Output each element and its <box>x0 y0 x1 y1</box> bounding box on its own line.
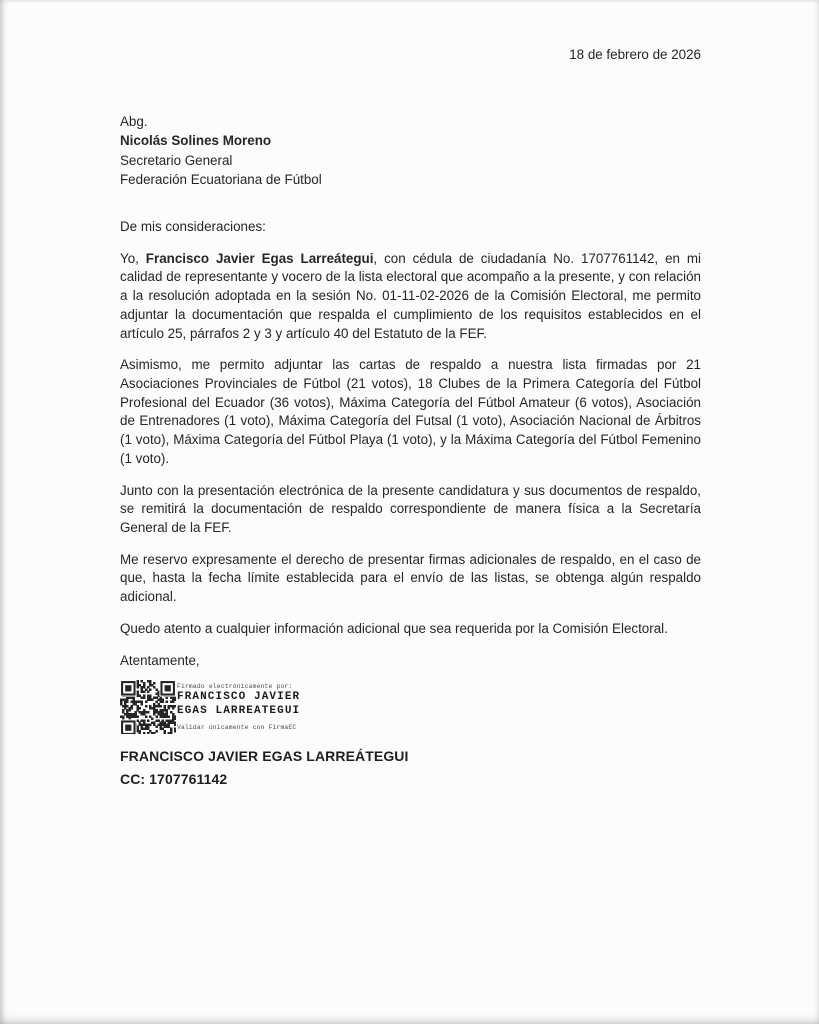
recipient-salutation: Abg. <box>120 114 148 129</box>
paragraph-4: Me reservo expresamente el derecho de presentar firmas adicionales de respaldo, en el caso de que, hasta la fecha límite establecida para el envío de las listas, se obtenga algún respaldo adicional. <box>120 551 701 605</box>
letter-date: 18 de febrero de 2026 <box>569 47 701 62</box>
paragraph-5: Quedo atento a cualquier información adicional que sea requerida por la Comisión Electoral. <box>120 620 668 636</box>
signature-block <box>120 745 701 790</box>
recipient-title: Secretario General <box>120 152 233 168</box>
recipient-name: Nicolás Solines Moreno <box>120 133 272 149</box>
paragraph-2: Asimismo, me permito adjuntar las cartas de respaldo a nuestra lista firmadas por 21 Asociaciones Provinciales de Fútbol (21 votos), 18 Clubes de la Primera Categoría del Fútbol Profesional del Ecuador (36 votos), Máxima Categoría del Fútbol Amateur (6 votos), Asociación de Entrenadores (1 voto), Máxima Categoría del Futsal (1 voto), Asociación Nacional de Árbitros (1 voto), Máxima Categoría del Fútbol Playa (1 voto), y la Máxima Categoría del Fútbol Femenino (1 voto). <box>120 357 701 466</box>
letter-content <box>120 38 701 790</box>
stamp-header: Firmado electrónicamente por: <box>177 683 293 691</box>
stamp-name-line1: FRANCISCO JAVIER <box>177 691 301 704</box>
greeting: De mis consideraciones: <box>120 219 266 235</box>
paragraph-1 <box>120 250 701 344</box>
recipient-organization: Federación Ecuatoriana de Fútbol <box>120 171 322 187</box>
stamp-text <box>177 680 300 732</box>
signer-cc: CC: 1707761142 <box>120 770 228 787</box>
recipient-block <box>120 112 701 189</box>
stamp-name-line2: EGAS LARREATEGUI <box>177 704 301 717</box>
signer-name: FRANCISCO JAVIER EGAS LARREÁTEGUI <box>120 748 409 765</box>
electronic-signature-stamp <box>120 680 701 734</box>
closing: Atentamente, <box>120 653 200 669</box>
qr-code-icon <box>120 680 176 734</box>
paragraph-1-rest: , con cédula de ciudadanía No. 1707761142, en mi calidad de representante y vocero de la lista electoral que acompaño a la presente, y con relación a la resolución adoptada en la sesión No. 01-11-02-2026 de la Comisión Electoral, me permito adjuntar la documentación que respalda el cumplimiento de los requisitos establecidos en el artículo 25, párrafos 2 y 3 y artículo 40 del Estatuto de la FEF. <box>120 250 702 341</box>
paragraph-1-bold-name: Francisco Javier Egas Larreátegui <box>145 250 374 266</box>
paragraph-1-prefix: Yo, <box>120 250 146 266</box>
paragraph-3: Junto con la presentación electrónica de la presente candidatura y sus documentos de respaldo, se remitirá la documentación de respaldo correspondiente de manera física a la Secretaría General de la FEF. <box>120 482 701 535</box>
stamp-footer: Validar únicamente con FirmaEC <box>177 724 297 732</box>
